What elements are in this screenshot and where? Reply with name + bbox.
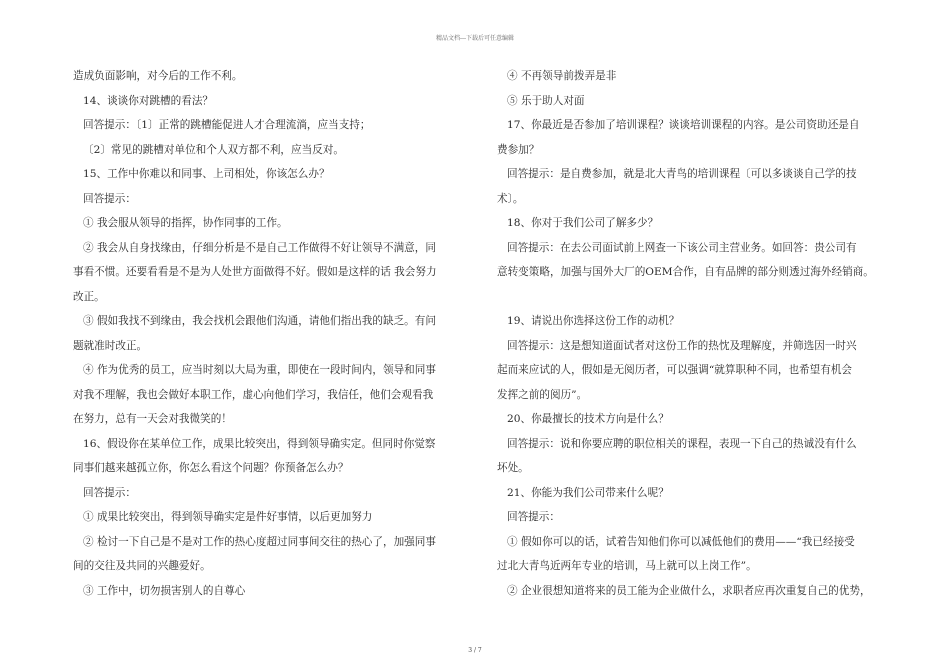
text-line: 发挥之前的阅历”。 bbox=[497, 388, 588, 401]
text-line: ③ 假如我找不到缘由，我会找机会跟他们沟通，请他们指出我的缺乏。有问 bbox=[83, 315, 436, 327]
page-header: 精品文档---下载后可任意编辑 bbox=[435, 35, 515, 42]
text-line: 17、你最近是否参加了培训课程？谈谈培训课程的内容。是公司资助还是自 bbox=[507, 119, 860, 131]
text-line: 〔2〕常见的跳槽对单位和个人双方都不利，应当反对。 bbox=[83, 143, 344, 156]
left-column bbox=[73, 64, 465, 603]
text-line: 造成负面影响，对今后的工作不利。 bbox=[73, 70, 243, 82]
blank-line bbox=[497, 285, 882, 310]
text-line: 同事们越来越孤立你，你怎么看这个问题？你预备怎么办？ bbox=[73, 462, 349, 474]
text-line: ⑤ 乐于助人对面 bbox=[507, 94, 585, 107]
text-line: 间的交往及共同的兴趣爱好。 bbox=[73, 560, 211, 572]
text-line: ④ 作为优秀的员工，应当时刻以大局为重，即使在一段时间内，领导和同事 bbox=[83, 364, 436, 376]
text-line: 坏处。 bbox=[497, 462, 529, 474]
text-line: 14、谈谈你对跳槽的看法？ bbox=[83, 94, 214, 107]
text-line: 在努力，总有一天会对我微笑的！ bbox=[73, 413, 232, 425]
text-line: 改正。 bbox=[73, 290, 105, 303]
text-line: 起而来应试的人，假如是无阅历者，可以强调“就算职种不同，也希望有机会 bbox=[497, 364, 853, 376]
text-line: 回答提示：在去公司面试前上网查一下该公司主营业务。如回答：贵公司有 bbox=[507, 241, 857, 254]
text-line: 回答提示：是自费参加，就是北大青鸟的培训课程〔可以多谈谈自己学的技 bbox=[507, 168, 857, 180]
text-line: 回答提示： bbox=[83, 192, 136, 205]
text-line: 16、假设你在某单位工作，成果比较突出，得到领导确实定。但同时你觉察 bbox=[83, 437, 436, 450]
text-line: 回答提示：这是想知道面试者对这份工作的热忱及理解度，并筛选因一时兴 bbox=[507, 339, 857, 352]
text-line: 回答提示： bbox=[507, 511, 560, 523]
text-line: ① 我会服从领导的指挥，协作同事的工作。 bbox=[83, 217, 288, 229]
text-line: 过北大青鸟近两年专业的培训，马上就可以上岗工作”。 bbox=[497, 560, 757, 572]
text-line: ① 成果比较突出，得到领导确实定是件好事情，以后更加努力 bbox=[83, 511, 373, 523]
text-line: ① 假如你可以的话，试着告知他们你可以减低他们的费用——“我已经接受 bbox=[507, 535, 855, 548]
text-line: ② 企业很想知道将来的员工能为企业做什么，求职者应再次重复自己的优势， bbox=[507, 584, 871, 597]
text-line: 费参加？ bbox=[497, 143, 540, 156]
right-column bbox=[497, 64, 882, 603]
text-line: ③ 工作中，切勿损害别人的自尊心 bbox=[83, 584, 246, 597]
text-line: 回答提示： bbox=[83, 486, 136, 499]
text-line: 15、工作中你难以和同事、上司相处，你该怎么办？ bbox=[83, 168, 330, 180]
page-number: 3 / 7 bbox=[468, 647, 482, 654]
text-line: 回答提示：说和你要应聘的职位相关的课程，表现一下自己的热诚没有什么 bbox=[507, 437, 857, 450]
text-line: 20、你最擅长的技术方向是什么？ bbox=[507, 413, 669, 425]
text-line: ② 我会从自身找缘由，仔细分析是不是自己工作做得不好让领导不满意，同 bbox=[83, 241, 436, 254]
text-line: ④ 不再领导前拨弄是非 bbox=[507, 70, 617, 82]
text-line: 18、你对于我们公司了解多少？ bbox=[507, 217, 659, 229]
text-line: 回答提示：〔1〕正常的跳槽能促进人才合理流淌，应当支持； bbox=[83, 119, 371, 131]
text-line: 题就准时改正。 bbox=[73, 339, 148, 352]
text-line: 意转变策略，加强与国外大厂的OEM合作，自有品牌的部分则透过海外经销商。 bbox=[497, 266, 874, 278]
text-line: 19、请说出你选择这份工作的动机？ bbox=[507, 315, 680, 327]
text-line: 事看不惯。还要看看是不是为人处世方面做得不好。假如是这样的话 我会努力 bbox=[73, 266, 437, 278]
text-line: 术〕。 bbox=[497, 192, 524, 205]
text-line: 对我不理解，我也会做好本职工作，虚心向他们学习，我信任，他们会观看我 bbox=[73, 388, 434, 401]
text-line: 21、你能为我们公司带来什么呢？ bbox=[507, 486, 669, 499]
text-line: ② 检讨一下自己是不是对工作的热心度超过同事间交往的热心了，加强同事 bbox=[83, 535, 436, 548]
